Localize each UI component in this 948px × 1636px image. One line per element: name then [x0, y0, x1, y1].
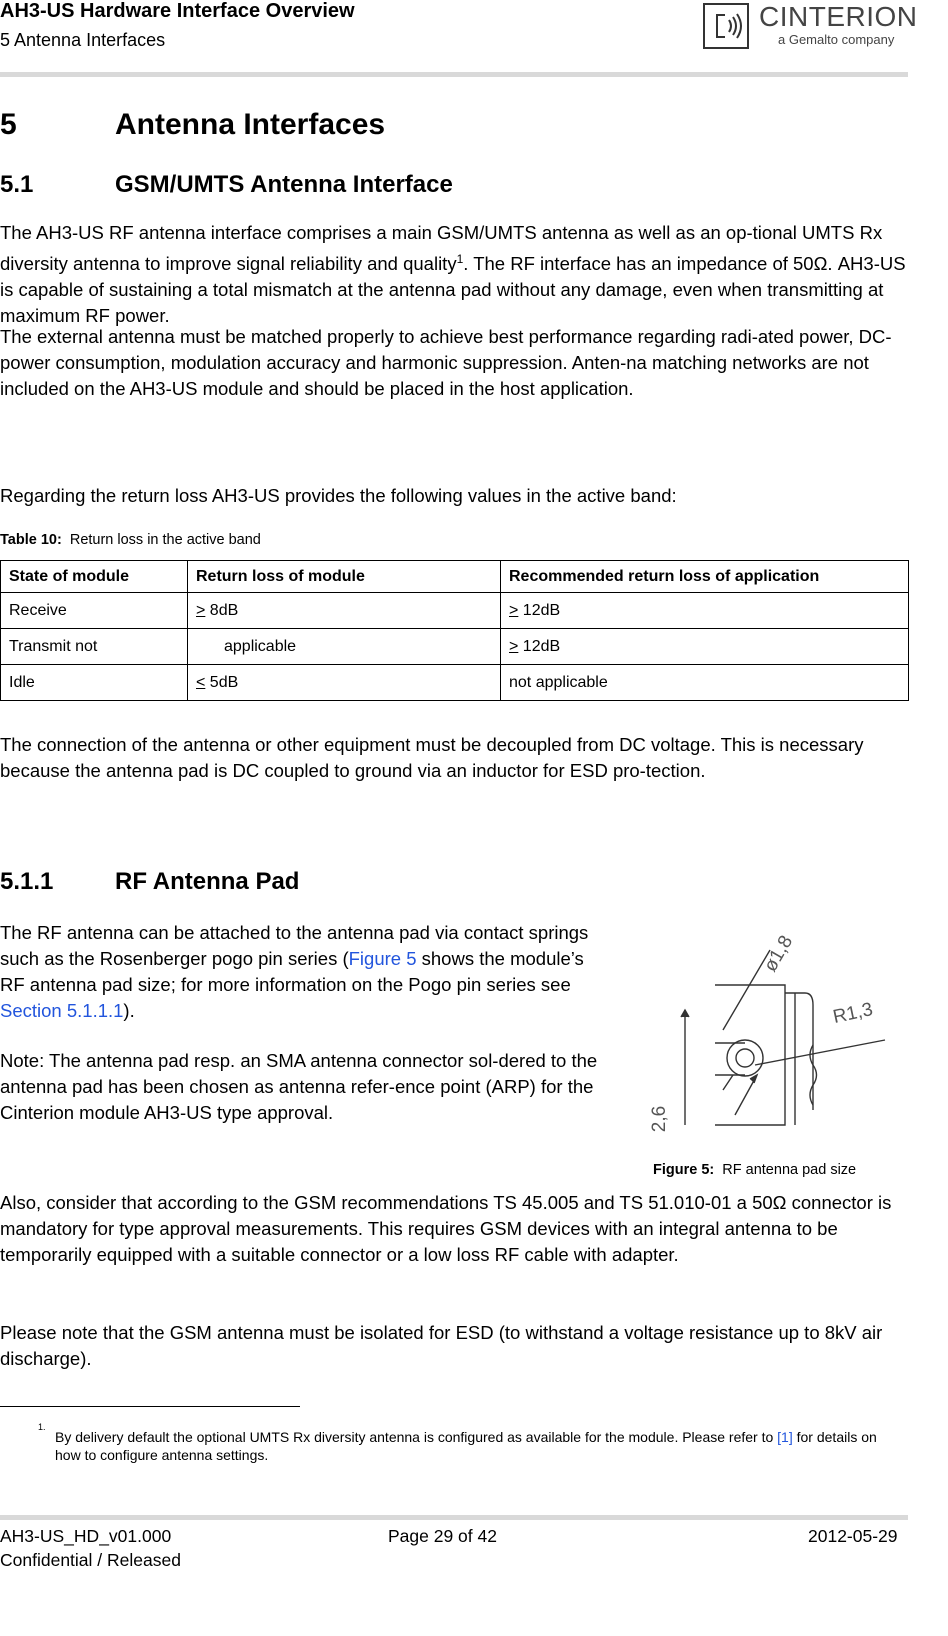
footnote-number: 1. [38, 1422, 46, 1432]
table-cell: not applicable [501, 665, 909, 701]
table-cell: applicable [188, 629, 501, 665]
table-cell: < 5dB [188, 665, 501, 701]
table-row [1, 629, 909, 665]
chapter-subtitle: 5 Antenna Interfaces [0, 30, 166, 50]
table-header-cell: Recommended return loss of application [501, 561, 909, 593]
reference-link[interactable]: [1] [777, 1429, 793, 1445]
paragraph-matching: The external antenna must be matched properly to achieve best performance regarding radi-ated power, DC-power consumption, modulation accuracy and harmonic suppression. Anten-na matching networks are not included on the AH3-US module and should be placed in the host application. [0, 326, 892, 399]
table-row [1, 665, 909, 701]
table-cell: Transmit not [1, 629, 188, 665]
paragraph-arp-note: Note: The antenna pad resp. an SMA antenna connector sol-dered to the antenna pad has been chosen as antenna refer-ence point (ARP) for the Cinterion module AH3-US type approval. [0, 1050, 598, 1123]
table-cell: Receive [1, 593, 188, 629]
logo-wordmark: CINTERION [759, 1, 918, 32]
footnote-text: By delivery default the optional UMTS Rx diversity antenna is configured as available for the module. Please refer to [1] for details on how to configure antenna settings. [55, 1429, 877, 1463]
section-heading: 5 Antenna Interfaces [0, 108, 386, 141]
section-link[interactable]: Section 5.1.1.1 [0, 1000, 124, 1021]
table-header-row [1, 561, 909, 593]
diameter-label: ø1,8 [759, 932, 798, 976]
footnote-ref[interactable]: 1 [456, 252, 464, 266]
logo-tagline: a Gemalto company [778, 32, 895, 47]
height-label: 2,6 [649, 1105, 671, 1133]
paragraph-antenna-pad: The RF antenna can be attached to the antenna pad via contact springs such as the Rosenberger pogo pin series (Figure 5 shows the module’s RF antenna pad size; for more information on the Pogo pin series see Section 5.1.1.1). [0, 922, 589, 1021]
cinterion-logo [703, 1, 918, 49]
return-loss-table [0, 560, 909, 701]
radius-label: R1,3 [831, 999, 875, 1028]
table-caption: Table 10: Return loss in the active band [0, 532, 261, 548]
header-rule [0, 72, 908, 77]
document-title: AH3-US Hardware Interface Overview [0, 0, 355, 22]
table-header-cell: State of module [1, 561, 188, 593]
footnote-rule [0, 1406, 300, 1407]
paragraph-rf-interface: The AH3-US RF antenna interface comprises a main GSM/UMTS antenna as well as an op-tional UMTS Rx diversity antenna to improve signal reliability and quality$^1$. The RF interface has an impedance of 50Ω. AH3-US is capable of sustaining a total mismatch at the antenna pad without any damage, even when transmitting at maximum RF power. [0, 222, 906, 327]
table-cell: > 12dB [501, 593, 909, 629]
table-header-cell: Return loss of module [188, 561, 501, 593]
paragraph-return-loss-intro: Regarding the return loss AH3-US provides the following values in the active band: [0, 485, 677, 506]
footer-doc-id: AH3-US_HD_v01.000 [0, 1526, 172, 1546]
footer-date: 2012-05-29 [808, 1526, 898, 1546]
footer-page-number: Page 29 of 42 [388, 1526, 497, 1546]
table-cell: Idle [1, 665, 188, 701]
figure-caption: Figure 5: RF antenna pad size [653, 1162, 857, 1178]
table-cell: > 8dB [188, 593, 501, 629]
paragraph-dc-decoupling: The connection of the antenna or other equipment must be decoupled from DC voltage. This is necessary because the antenna pad is DC coupled to ground via an inductor for ESD pro-tection. [0, 734, 864, 781]
paragraph-esd-isolation: Please note that the GSM antenna must be isolated for ESD (to withstand a voltage resistance up to 8kV air discharge). [0, 1322, 883, 1369]
table-row [1, 593, 909, 629]
footer-status: Confidential / Released [0, 1550, 181, 1570]
subsubsection-heading: 5.1.1 RF Antenna Pad [0, 868, 300, 895]
footer-rule [0, 1515, 908, 1520]
antenna-pad-drawing [635, 925, 908, 1150]
subsection-heading: 5.1 GSM/UMTS Antenna Interface [0, 171, 453, 198]
figure-5-link[interactable]: Figure 5 [348, 948, 417, 969]
table-cell: > 12dB [501, 629, 909, 665]
paragraph-gsm-recommendations: Also, consider that according to the GSM recommendations TS 45.005 and TS 51.010-01 a 50Ω connector is mandatory for type approval measurements. This requires GSM devices with an integral antenna to be temporarily equipped with a suitable connector or a low loss RF cable with adapter. [0, 1192, 892, 1265]
